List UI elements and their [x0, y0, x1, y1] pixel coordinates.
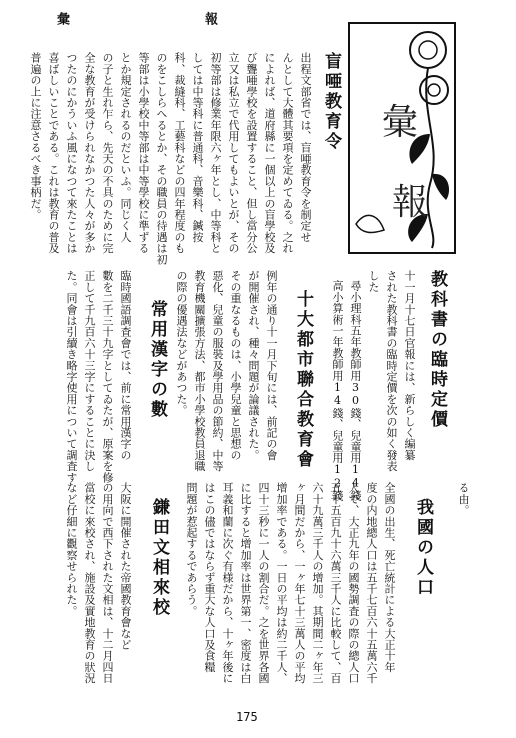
section-title-kanji: 常用漢字の數	[147, 300, 167, 420]
mouka-line: んとして大體其要項を定めてゐる。之れ	[281, 52, 294, 254]
jinko-line: ヶ月間だから、一ヶ年七十三萬人の平均	[293, 482, 306, 684]
jinko-line: 耳義和蘭に次ぐ有様だから、十ヶ年後に	[221, 482, 234, 684]
mouka-line: の子と生れ乍ら、先天の不具のために完	[101, 52, 114, 254]
jinko-line: 全國の出生、死亡統計による大正十年	[383, 482, 396, 673]
kamata-line: の用向で西下された文相は、十二月四日	[101, 482, 114, 684]
jinko-line: 問題が惹起するであらう。	[185, 482, 198, 617]
mouka-line: とか規定されるのだといふ。同じく人	[119, 52, 132, 243]
section-title-kyokasho: 教科書の臨時定價	[427, 270, 447, 430]
section-title-toshi: 十大都市聯合教育會	[293, 290, 313, 470]
toshi-line: 惡化、兒童の服裝及學用品の節約、中等	[211, 270, 224, 472]
jinko-line: に比すると增加率は世界第一、密度は白	[239, 482, 252, 684]
mouka-line: び聾唖學校を設置すること、但し當分公	[245, 52, 258, 254]
mouka-line: 出程文部省では、盲唖教育令を制定せ	[299, 52, 312, 243]
section-title-mouka: 盲唖教育令	[321, 52, 341, 152]
kyokasho-line: した	[367, 270, 380, 293]
kamata-line: など仔細に觀察せられた。	[65, 482, 78, 617]
header-right: 報	[202, 12, 217, 25]
jinko-line: 增加率である。一日の平均は約二千人、	[275, 482, 288, 684]
kanji-line: 正して千九百六十三字にすることに決し	[83, 270, 96, 472]
section-title-jinko: 我國の人口	[413, 498, 433, 598]
jinko-line: 五千五百九十六萬三千人に比較して、百	[329, 482, 342, 684]
page-number: 175	[236, 710, 258, 724]
mouka-line: 普遍の上に注意さるべき事柄だ。	[29, 52, 42, 220]
kyokasho-line: された教科書の臨時定價を次の如く發表	[385, 270, 398, 472]
mouka-line: 科、裁縫科、工藝科などの四年程度のも	[173, 52, 186, 254]
mouka-line: 等部は小學校中等部は中等學校に準ずる	[137, 52, 150, 254]
toshi-line: その重なるものは、小學兒童と思想の	[229, 270, 242, 461]
kanji-line: た。同會は引續き略字使用について調査す	[65, 270, 78, 483]
mouka-line: によれば、道府縣に一個以上の盲學校及	[263, 52, 276, 254]
hero-char-2: 報	[392, 182, 429, 223]
mouka-line: 全な教育が受けられなかつた人々が多か	[83, 52, 96, 254]
hero-char-1: 彙	[382, 102, 419, 143]
kyokasho-line: 尋小理科五年教師用30錢、兒童用14錢	[349, 280, 362, 501]
mouka-line: 立又は私立で代用してもよいとが、その	[227, 52, 240, 254]
kyokasho-line: 高小算術一年教師用14錢、兒童用12錢	[331, 280, 344, 501]
toshi-line: の際の優遇法などがあつた。	[175, 270, 188, 416]
kamata-line: 當校に來校され、施設及實地教育の狀況	[83, 482, 96, 684]
hero-title-box	[348, 22, 456, 254]
header-left: 彙	[54, 12, 69, 25]
section-title-kamata: 鎌田文相來校	[149, 498, 169, 618]
jinko-line: はこの儘ではならず重大な人口及食糧	[203, 482, 216, 673]
mouka-line: しては中等科に普通科、音樂科、鍼按	[191, 52, 204, 243]
jinko-line: 人で、大正九年の國勢調査の際の總人口	[347, 482, 360, 684]
toshi-line: 教育機關擴張方法、都市小學校教員退職	[193, 270, 206, 472]
kamata-line: 大阪に開催された帝國教育會など	[119, 482, 132, 650]
mouka-line: 初等部は修業年限六ヶ年とし、中等科と	[209, 52, 222, 254]
kanji-line: 臨時國語調査會では、前に常用漢字の	[119, 270, 132, 461]
jinko-line: 六十九萬三千人の增加。其期間二ヶ年三	[311, 482, 324, 684]
jinko-continued-line: る由。	[457, 482, 470, 516]
mouka-line: つたのにかういふ風になつて來たことは	[65, 52, 78, 254]
toshi-line: 例年の通り十一月下旬には、前記の會	[265, 270, 278, 461]
mouka-line: 喜ばしいことである。これは教育の普及	[47, 52, 60, 254]
kyokasho-line: 十一月十七日官報には、新らしく編纂	[403, 270, 416, 461]
mouka-line: のをこしらへるとか、その職員の待遇は初	[155, 52, 168, 265]
jinko-line: 四十三秒に一人の割合だ。之を世界各國	[257, 482, 270, 684]
toshi-line: が開催され、種々問題が論議された。	[247, 270, 260, 461]
kanji-line: 數を二千三十九字としてゐたが、原案を修	[101, 270, 114, 483]
jinko-line: 度の内地總人口は五千七百六十五萬六千	[365, 482, 378, 684]
